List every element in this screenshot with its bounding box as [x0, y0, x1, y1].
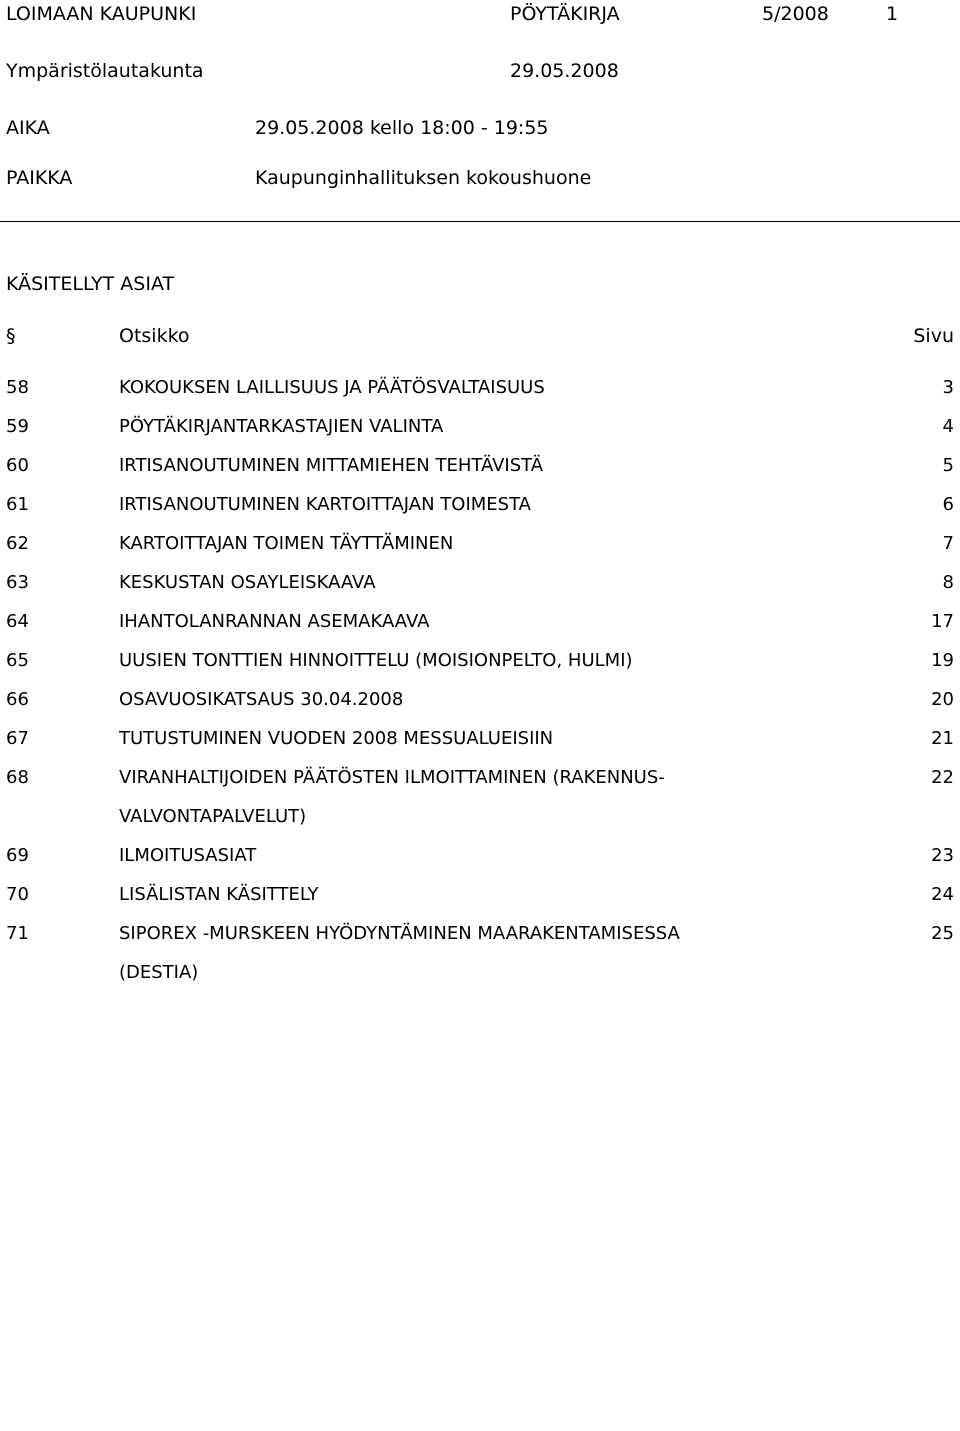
agenda-item-number: 68: [6, 767, 29, 788]
agenda-item: [0, 416, 960, 455]
agenda-item-page: 4: [942, 416, 954, 437]
agenda-item-title: SIPOREX -MURSKEEN HYÖDYNTÄMINEN MAARAKENTAMISESSA: [119, 923, 680, 944]
agenda-item-number: 59: [6, 416, 29, 437]
agenda-item-title: KARTOITTAJAN TOIMEN TÄYTTÄMINEN: [119, 533, 454, 554]
time-value: 29.05.2008 kello 18:00 - 19:55: [255, 117, 549, 139]
agenda-item-number: 64: [6, 611, 29, 632]
title-column-header: Otsikko: [119, 325, 190, 347]
agenda-item-title: LISÄLISTAN KÄSITTELY: [119, 884, 319, 905]
agenda-item: [0, 884, 960, 923]
committee-name: Ympäristölautakunta: [6, 60, 204, 82]
agenda-item-title: IRTISANOUTUMINEN KARTOITTAJAN TOIMESTA: [119, 494, 531, 515]
agenda-item-title-continued: VALVONTAPALVELUT): [119, 806, 307, 827]
agenda-item-number: 71: [6, 923, 29, 944]
section-symbol: §: [6, 325, 16, 347]
agenda-heading: KÄSITELLYT ASIAT: [6, 273, 175, 295]
agenda-item-number: 67: [6, 728, 29, 749]
agenda-item: [0, 923, 960, 983]
page-column-header: Sivu: [913, 325, 954, 347]
document-type: PÖYTÄKIRJA: [510, 3, 620, 25]
agenda-item-page: 25: [931, 923, 954, 944]
agenda-item-number: 70: [6, 884, 29, 905]
agenda-item-page: 24: [931, 884, 954, 905]
agenda-item-page: 5: [942, 455, 954, 476]
agenda-item: [0, 455, 960, 494]
agenda-item-title-continued: (DESTIA): [119, 962, 199, 983]
agenda-item-title: IHANTOLANRANNAN ASEMAKAAVA: [119, 611, 430, 632]
agenda-item-title: IRTISANOUTUMINEN MITTAMIEHEN TEHTÄVISTÄ: [119, 455, 544, 476]
agenda-item-title: TUTUSTUMINEN VUODEN 2008 MESSUALUEISIIN: [119, 728, 554, 749]
agenda-item-title: UUSIEN TONTTIEN HINNOITTELU (MOISIONPELTO, HULMI): [119, 650, 633, 671]
agenda-item-page: 23: [931, 845, 954, 866]
agenda-item-page: 7: [942, 533, 954, 554]
agenda-item-number: 60: [6, 455, 29, 476]
agenda-item-number: 61: [6, 494, 29, 515]
agenda-item-page: 3: [942, 377, 954, 398]
place-label: PAIKKA: [6, 167, 73, 189]
agenda-item: [0, 572, 960, 611]
agenda-item-page: 20: [931, 689, 954, 710]
agenda-item-title: ILMOITUSASIAT: [119, 845, 257, 866]
agenda-item-number: 58: [6, 377, 29, 398]
agenda-item: [0, 494, 960, 533]
agenda-item-title: KOKOUKSEN LAILLISUUS JA PÄÄTÖSVALTAISUUS: [119, 377, 545, 398]
agenda-item: [0, 845, 960, 884]
agenda-item: [0, 533, 960, 572]
agenda-item-page: 17: [931, 611, 954, 632]
agenda-item-page: 6: [942, 494, 954, 515]
agenda-item-title: KESKUSTAN OSAYLEISKAAVA: [119, 572, 376, 593]
agenda-item-number: 62: [6, 533, 29, 554]
document-number: 5/2008: [762, 3, 829, 25]
agenda-item-page: 22: [931, 767, 954, 788]
agenda-item: [0, 377, 960, 416]
agenda-item: [0, 689, 960, 728]
agenda-item: [0, 728, 960, 767]
agenda-item: [0, 611, 960, 650]
divider-line: [0, 221, 960, 222]
agenda-item-number: 65: [6, 650, 29, 671]
organization-name: LOIMAAN KAUPUNKI: [6, 3, 197, 25]
time-label: AIKA: [6, 117, 50, 139]
agenda-item: [0, 650, 960, 689]
agenda-item-number: 66: [6, 689, 29, 710]
agenda-item-title: PÖYTÄKIRJANTARKASTAJIEN VALINTA: [119, 416, 444, 437]
agenda-item-title: VIRANHALTIJOIDEN PÄÄTÖSTEN ILMOITTAMINEN (RAKENNUS-: [119, 767, 665, 788]
meeting-date: 29.05.2008: [510, 60, 619, 82]
agenda-item-title: OSAVUOSIKATSAUS 30.04.2008: [119, 689, 404, 710]
agenda-item-number: 63: [6, 572, 29, 593]
agenda-item: [0, 767, 960, 827]
place-value: Kaupunginhallituksen kokoushuone: [255, 167, 592, 189]
agenda-item-page: 19: [931, 650, 954, 671]
page-number: 1: [886, 3, 899, 25]
agenda-item-number: 69: [6, 845, 29, 866]
agenda-item-page: 8: [942, 572, 954, 593]
agenda-item-page: 21: [931, 728, 954, 749]
